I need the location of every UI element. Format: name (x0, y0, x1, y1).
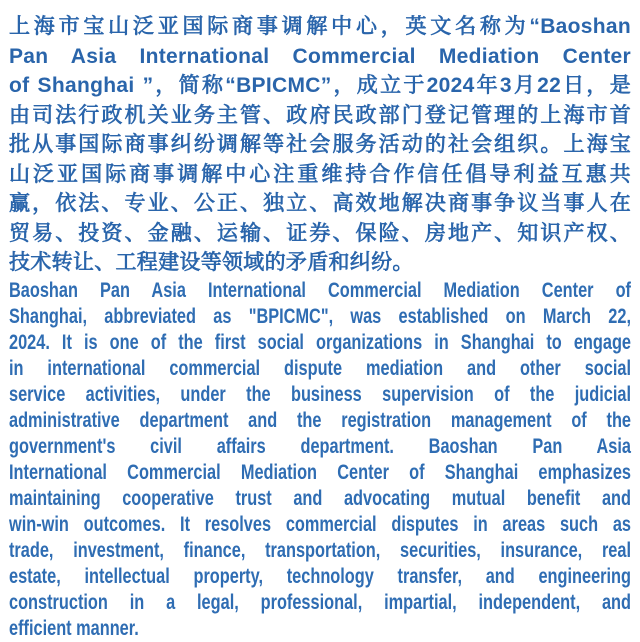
chinese-paragraph (9, 12, 631, 278)
text-line: Shanghai, abbreviated as "BPICMC", was established on March 22, (9, 304, 631, 328)
text-line: 上海市宝山泛亚国际商事调解中心，英文名称为“Baoshan (9, 15, 631, 38)
text-line: government's civil affairs department. Baoshan Pan Asia (9, 434, 631, 458)
text-line: 赢，依法、专业、公正、独立、高效地解决商事争议当事人在 (9, 192, 631, 215)
text-line: win-win outcomes. It resolves commercial disputes in areas such as (9, 512, 631, 536)
text-line: 2024. It is one of the first social organizations in Shanghai to engage (9, 330, 631, 354)
text-line: International Commercial Mediation Center of Shanghai emphasizes (9, 460, 631, 484)
text-line: 贸易、投资、金融、运输、证券、保险、房地产、知识产权、 (9, 221, 631, 245)
text-line: 由司法行政机关业务主管、政府民政部门登记管理的上海市首 (9, 103, 631, 127)
text-line: construction in a legal, professional, impartial, independent, and (9, 590, 631, 614)
text-line: efficient manner. (9, 616, 139, 640)
text-line: 批从事国际商事纠纷调解等社会服务活动的社会组织。上海宝 (9, 133, 631, 156)
text-line: of Shanghai ”，简称“BPICMC”，成立于2024年3月22日，是 (9, 74, 631, 97)
text-line: estate, intellectual property, technology transfer, and engineering (9, 564, 631, 588)
text-line: Baoshan Pan Asia International Commercial Mediation Center of (9, 278, 631, 302)
text-line: 技术转让、工程建设等领域的矛盾和纠纷。 (9, 251, 414, 274)
text-line: administrative department and the registration management of the (9, 408, 631, 432)
text-line: service activities, under the business supervision of the judicial (9, 382, 631, 406)
english-paragraph (9, 278, 631, 642)
text-line: trade, investment, finance, transportation, securities, insurance, real (9, 538, 631, 562)
text-line: maintaining cooperative trust and advocating mutual benefit and (9, 486, 631, 510)
text-line: Pan Asia International Commercial Mediation Center (9, 44, 631, 68)
text-line: 山泛亚国际商事调解中心注重维持合作信任倡导利益互惠共 (9, 162, 631, 186)
text-line: in international commercial dispute mediation and other social (9, 356, 631, 380)
english-paragraph-wrapper (9, 278, 631, 642)
